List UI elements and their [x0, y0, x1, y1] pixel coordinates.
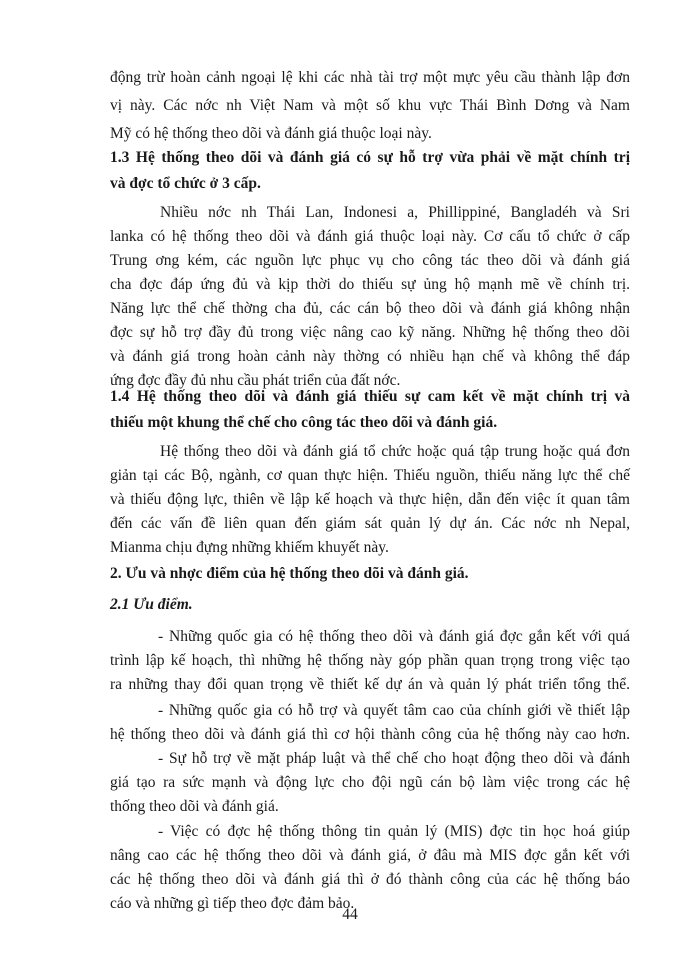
text-line: - Việc có đợc hệ thống thông tin quản lý (MIS) đợc tin học hoá giúp [158, 823, 630, 840]
page-number: 44 [342, 906, 358, 923]
text-line: - Những quốc gia có hỗ trợ và quyết tâm cao của chính giới về thiết lập [158, 702, 630, 719]
heading-line: 2. Ưu và nhợc điểm của hệ thống theo dõi và đánh giá. [110, 565, 469, 582]
text-line: giá tạo ra sức mạnh và động lực cho đội ngũ cán bộ làm việc trong các hệ [110, 774, 630, 791]
text-line: động trừ hoàn cảnh ngoại lệ khi các nhà tài trợ một mực yêu cầu thành lập đơn [110, 69, 630, 86]
text-line: các hệ thống theo dõi và đánh giá thì ở đó thành công của các hệ thống báo [110, 871, 630, 888]
text-line: Năng lực thể chế thờng cha đủ, các cán bộ theo dõi và đánh giá không nhận [110, 300, 630, 317]
text-line: ứng đợc đầy đủ nhu cầu phát triển của đất nớc. [110, 372, 401, 389]
heading-line: 1.3 Hệ thống theo dõi và đánh giá có sự hỗ trợ vừa phải về mặt chính trị [110, 149, 630, 166]
text-line: ra những thay đổi quan trọng về thiết kế dự án và quản lý phát triển tổng thể. [110, 676, 630, 693]
heading-line: và đợc tổ chức ở 3 cấp. [110, 175, 261, 192]
text-line: giản tại các Bộ, ngành, cơ quan thực hiện. Thiếu nguồn, thiếu năng lực thể chế [110, 467, 630, 484]
text-line: cáo và những gì tiếp theo đợc đảm bảo. [110, 895, 355, 912]
text-line: hệ thống theo dõi và đánh giá thì cơ hội thành công của hệ thống này cao hơn. [110, 726, 630, 743]
text-line: thống theo dõi và đánh giá. [110, 798, 279, 815]
text-line: Mianma chịu đựng những khiếm khuyết này. [110, 539, 389, 556]
text-line: Hệ thống theo dõi và đánh giá tổ chức hoặc quá tập trung hoặc quá đơn [160, 443, 630, 460]
heading-line: 1.4 Hệ thống theo dõi và đánh giá thiếu sự cam kết về mặt chính trị và [110, 388, 630, 405]
text-line: cha đợc đáp ứng đủ và kịp thời do thiếu sự ủng hộ mạnh mẽ về chính trị. [110, 276, 630, 293]
text-line: trình lập kế hoạch, thì những hệ thống này góp phần quan trọng trong việc tạo [110, 652, 630, 669]
text-line: Nhiều nớc nh Thái Lan, Indonesi a, Phillippiné, Bangladéh và Sri [160, 204, 630, 221]
subheading-line: 2.1 Ưu điểm. [110, 596, 193, 613]
text-line: Trung ơng kém, các nguồn lực phục vụ cho công tác theo dõi và đánh giá [110, 252, 630, 269]
text-line: đến các vấn đề liên quan đến giám sát quản lý dự án. Các nớc nh Nepal, [110, 515, 630, 532]
text-line: đợc sự hỗ trợ đầy đủ trong việc nâng cao kỹ năng. Những hệ thống theo dõi [110, 324, 630, 341]
heading-line: thiếu một khung thể chế cho công tác theo dõi và đánh giá. [110, 414, 498, 431]
text-line: vị này. Các nớc nh Việt Nam và một số khu vực Thái Bình Dơng và Nam [110, 97, 630, 114]
text-line: và đánh giá trong hoàn cảnh này thờng có nhiều hạn chế và không thể đáp [110, 348, 630, 365]
text-line: lanka có hệ thống theo dõi và đánh giá thuộc loại này. Cơ cấu tổ chức ở cấp [110, 228, 630, 245]
text-line: Mỹ có hệ thống theo dõi và đánh giá thuộc loại này. [110, 125, 432, 142]
text-line: - Sự hỗ trợ về mặt pháp luật và thể chế cho hoạt động theo dõi và đánh [158, 750, 630, 767]
text-line: nâng cao các hệ thống theo dõi và đánh giá, ở đâu mà MIS đợc gắn kết với [110, 847, 630, 864]
text-line: và thiếu động lực, thiên về lập kế hoạch và thực hiện, dẫn đến việc ít quan tâm [110, 491, 630, 508]
text-line: - Những quốc gia có hệ thống theo dõi và đánh giá đợc gắn kết với quá [158, 628, 630, 645]
